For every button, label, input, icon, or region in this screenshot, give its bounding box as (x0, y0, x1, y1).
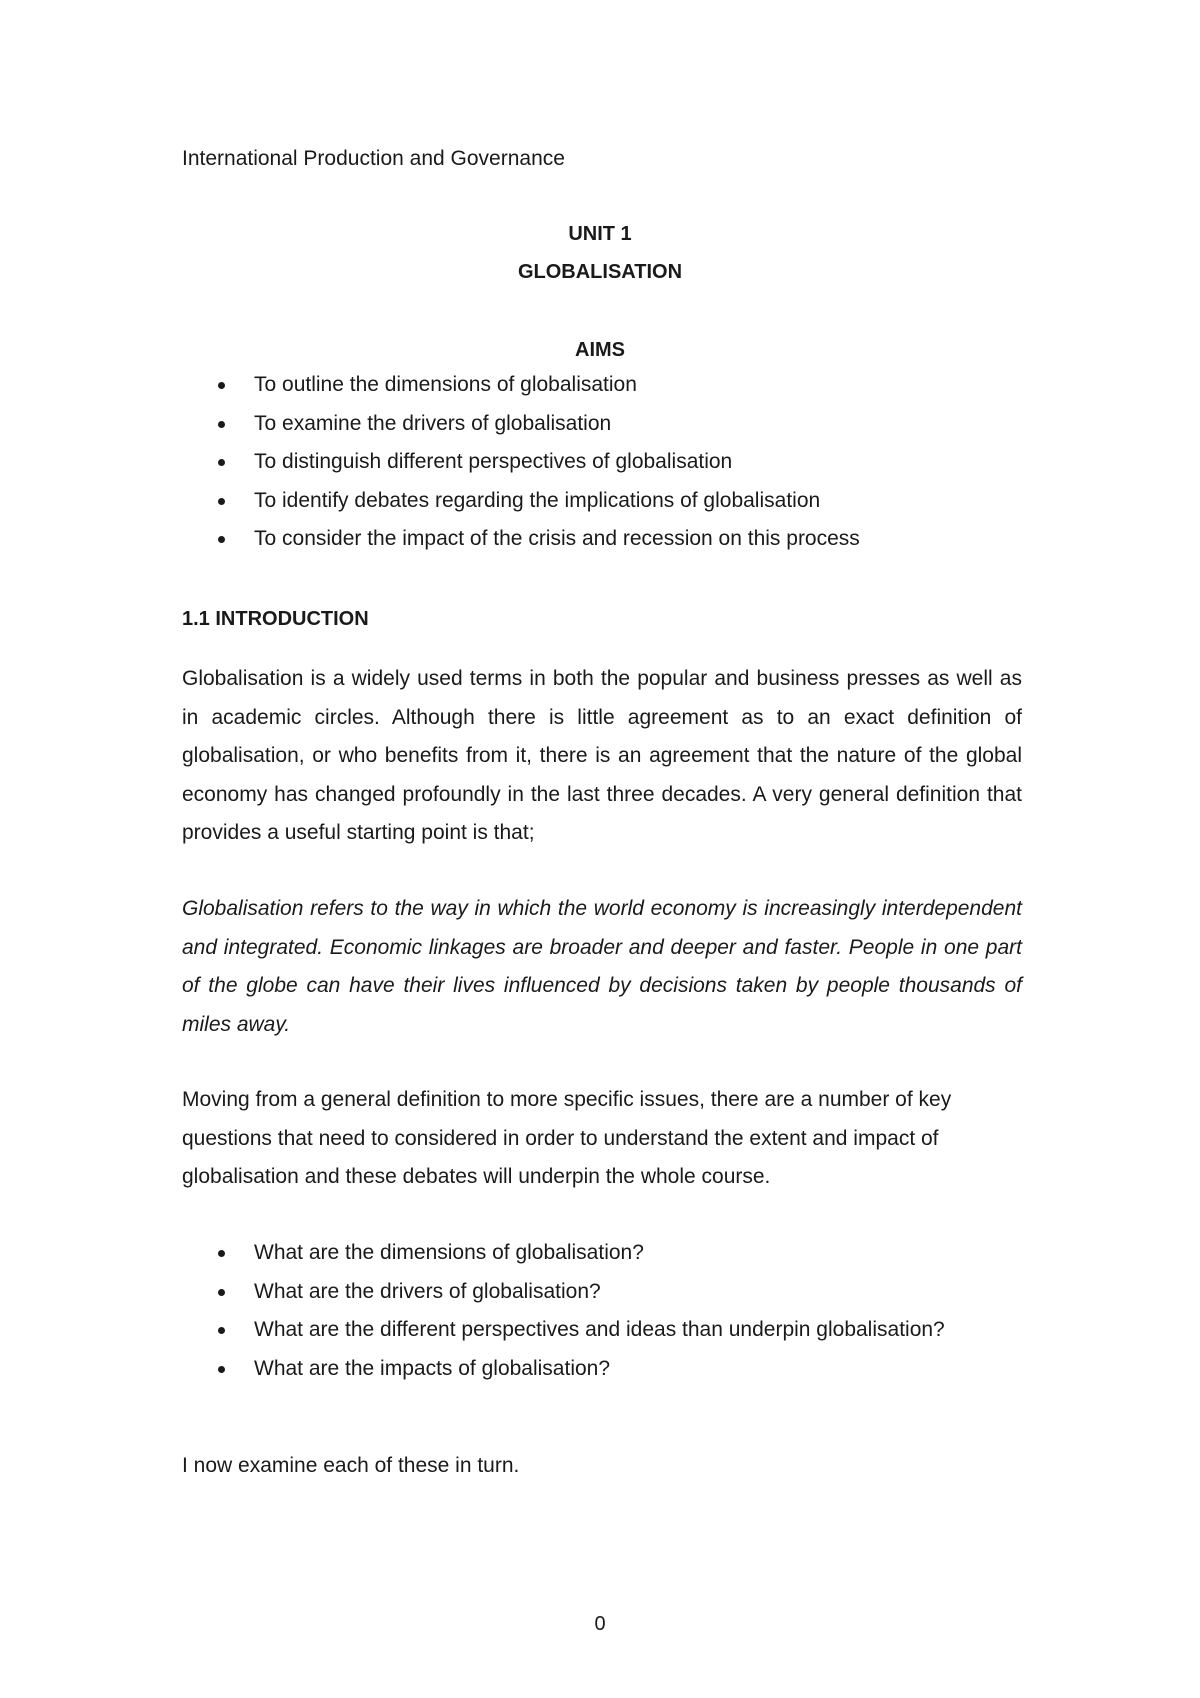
bullet-icon (218, 421, 225, 428)
question-item (182, 1234, 945, 1273)
question-item (182, 1311, 945, 1350)
document-header: International Production and Governance (182, 147, 565, 170)
aims-item (182, 366, 860, 405)
questions-intro-paragraph: Moving from a general definition to more specific issues, there are a number of key questions that need to considered in order to understand the extent and impact of globalisation and these debates will underpin the whole course. (182, 1088, 952, 1188)
aims-heading: AIMS (575, 339, 625, 361)
aims-item-text: To consider the impact of the crisis and recession on this process (254, 527, 860, 550)
aims-item-text: To identify debates regarding the implications of globalisation (254, 488, 821, 512)
definition-quote: Globalisation refers to the way in which the world economy is increasingly interdependent and integrated. Economic linkages are broader and deeper and faster. People in one part of the globe can have their lives influenced by decisions taken by people thousands of miles away. (182, 897, 1022, 1036)
questions-list (182, 1234, 945, 1388)
aims-list (182, 366, 860, 559)
bullet-icon (218, 1289, 225, 1296)
question-item (182, 1273, 945, 1312)
page-number: 0 (594, 1613, 606, 1635)
aims-item (182, 443, 860, 482)
question-item (182, 1350, 945, 1389)
bullet-icon (218, 1250, 225, 1257)
bullet-icon (218, 536, 225, 543)
question-item-text: What are the drivers of globalisation? (254, 1279, 601, 1303)
bullet-icon (218, 1327, 225, 1334)
closing-paragraph: I now examine each of these in turn. (182, 1454, 520, 1477)
unit-title: GLOBALISATION (517, 261, 683, 283)
question-item-text: What are the dimensions of globalisation? (254, 1241, 644, 1264)
bullet-icon (218, 459, 225, 466)
section-heading: 1.1 INTRODUCTION (182, 608, 369, 630)
intro-paragraph: Globalisation is a widely used terms in both the popular and business presses as well as in academic circles. Although there is little agreement as to an exact definition of globalisation, or who benefits from it, there is an agreement that the nature of the global economy has changed profoundly in the last three decades. A very general definition that provides a useful starting point is that; (182, 667, 1022, 844)
question-item-text: What are the different perspectives and ideas than underpin globalisation? (254, 1318, 945, 1341)
aims-item (182, 520, 860, 559)
bullet-icon (218, 1366, 225, 1373)
aims-item-text: To examine the drivers of globalisation (254, 411, 612, 435)
aims-item (182, 482, 860, 521)
aims-item-text: To distinguish different perspectives of globalisation (254, 450, 733, 473)
bullet-icon (218, 382, 225, 389)
unit-number: UNIT 1 (568, 223, 632, 245)
aims-item (182, 405, 860, 444)
aims-item-text: To outline the dimensions of globalisation (254, 373, 637, 396)
bullet-icon (218, 498, 225, 505)
question-item-text: What are the impacts of globalisation? (254, 1356, 611, 1380)
